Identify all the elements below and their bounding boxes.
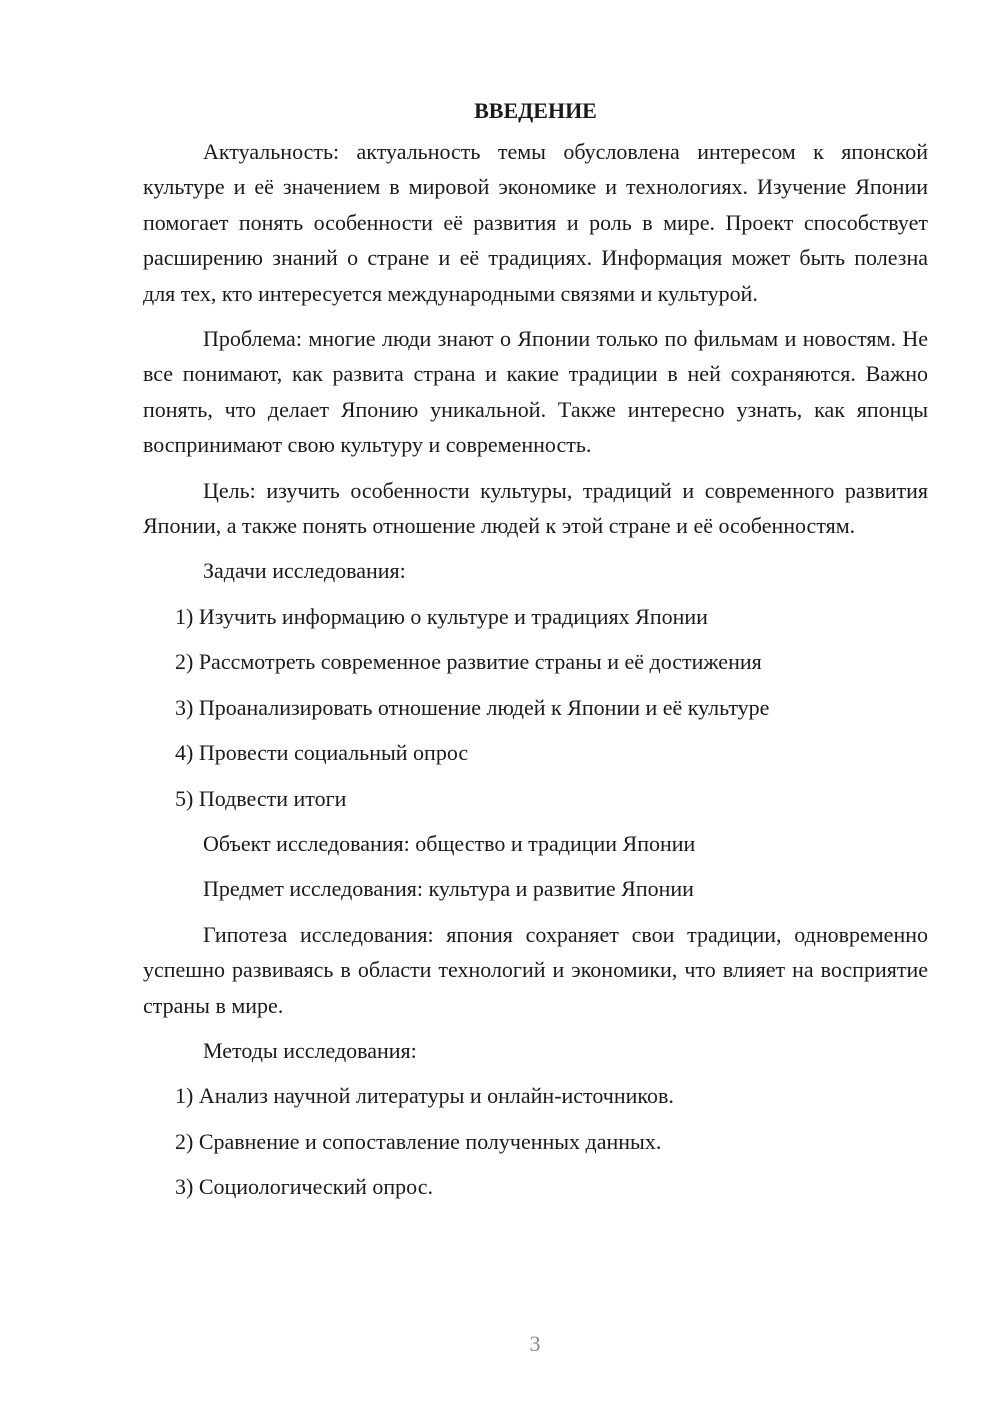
section-heading: ВВЕДЕНИЕ [474, 98, 597, 123]
task-item: 5) Подвести итоги [175, 785, 347, 811]
task-item: 2) Рассмотреть современное развитие страны и её достижения [175, 649, 762, 675]
goal-paragraph: Цель: изучить особенности культуры, традиций и современного развития Японии, а также понять отношение людей к этой стране и её особенностям. [143, 477, 928, 539]
methods-list [143, 1078, 928, 1204]
task-item: 4) Провести социальный опрос [175, 740, 469, 766]
document-page [143, 93, 928, 1215]
method-item: 1) Анализ научной литературы и онлайн-источников. [175, 1083, 674, 1109]
research-subject: Предмет исследования: культура и развитие Японии [203, 876, 694, 902]
research-object: Объект исследования: общество и традиции Японии [203, 830, 696, 856]
page-number: 3 [529, 1331, 541, 1356]
problem-paragraph: Проблема: многие люди знают о Японии только по фильмам и новостям. Не все понимают, как развита страна и какие традиции в ней сохраняются. Важно понять, что делает Японию уникальной. Также интересно узнать, как японцы воспринимают свою культуру и современность. [143, 326, 928, 458]
method-item: 2) Сравнение и сопоставление полученных данных. [175, 1128, 662, 1154]
hypothesis-paragraph: Гипотеза исследования: япония сохраняет свои традиции, одновременно успешно развиваясь в области технологий и экономики, что влияет на восприятие страны в мире. [143, 921, 928, 1018]
relevance-paragraph: Актуальность: актуальность темы обусловлена интересом к японской культуре и её значением в мировой экономике и технологиях. Изучение Японии помогает понять особенности её развития и роль в мире. Проект способствует расширению знаний о стране и её традициях. Информация может быть полезна для тех, кто интересуется международными связями и культурой. [143, 139, 928, 306]
task-item: 3) Проанализировать отношение людей к Японии и её культуре [175, 694, 770, 720]
methods-title: Методы исследования: [203, 1037, 417, 1063]
tasks-list [143, 599, 928, 816]
tasks-title: Задачи исследования: [203, 558, 406, 584]
task-item: 1) Изучить информацию о культуре и традициях Японии [175, 603, 708, 629]
method-item: 3) Социологический опрос. [175, 1174, 433, 1200]
